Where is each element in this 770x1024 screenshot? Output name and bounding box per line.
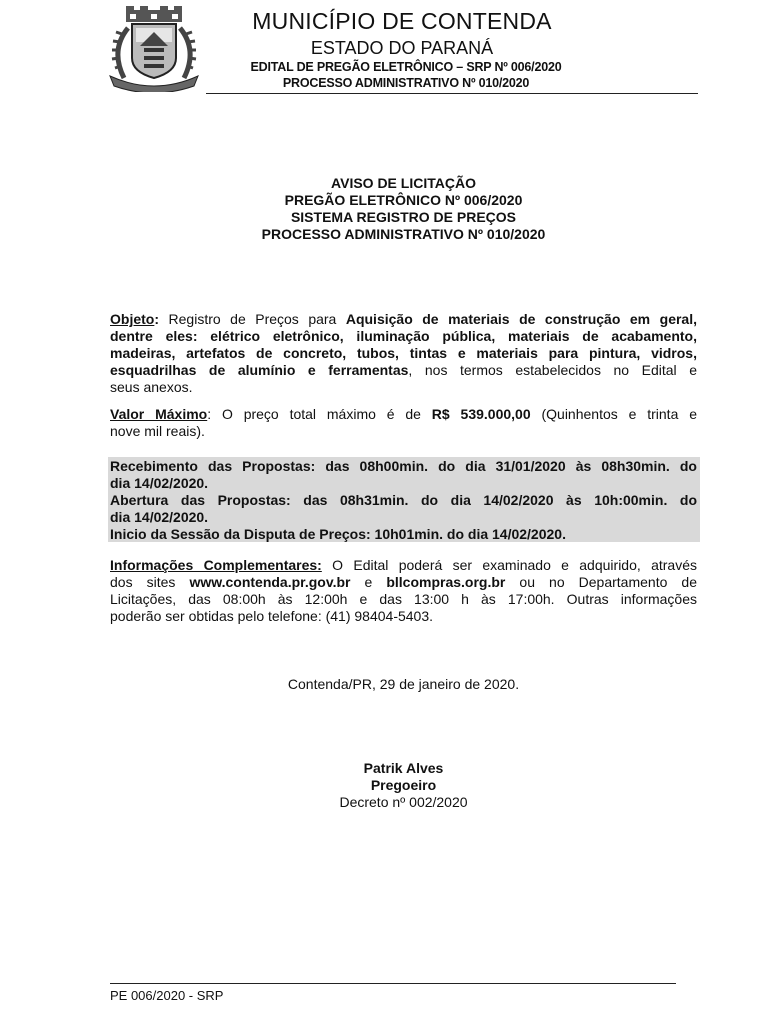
objeto-line: seus anexos. [110,379,193,395]
valor-amount: R$ 539.000,00 [431,406,531,422]
info-text: O Edital poderá ser examinado e adquirido, através [321,557,697,573]
signer-decree: Decreto nº 002/2020 [339,794,468,810]
objeto-bold-text: esquadrilhas de alumínio e ferramentas [110,362,409,378]
edital-reference: EDITAL DE PREGÃO ELETRÔNICO – SRP Nº 006/2020 [250,60,562,74]
info-line: Licitações, das 08:00h às 12:00h e das 13:00 h às 17:00h. Outras informações [110,591,697,607]
header-divider [206,93,698,94]
objeto-line: dentre eles: elétrico eletrônico, iluminação pública, materiais de acabamento, [110,328,697,344]
info-line: poderão ser obtidas pelo telefone: (41) 98404-5403. [110,608,434,624]
schedule-receipt: Recebimento das Propostas: das 08h00min. do dia 31/01/2020 às 08h30min. do [110,458,697,474]
signer-name: Patrik Alves [363,760,444,776]
schedule-opening-date: dia 14/02/2020. [110,509,209,525]
footer-reference: PE 006/2020 - SRP [110,988,224,1003]
notice-system: SISTEMA REGISTRO DE PREÇOS [290,209,517,225]
notice-heading [110,175,697,243]
valor-label: Valor Máximo [110,406,208,422]
notice-pregao: PREGÃO ELETRÔNICO Nº 006/2020 [284,192,523,208]
info-text: ou no Departamento de [505,574,697,590]
municipality-title: MUNICÍPIO DE CONTENDA [252,8,552,34]
objeto-colon: : [154,311,160,327]
footer-divider [110,983,676,984]
schedule-receipt-date: dia 14/02/2020. [110,475,209,491]
valor-paragraph [110,406,697,440]
objeto-paragraph [110,311,697,396]
state-subtitle: ESTADO DO PARANÁ [310,38,494,58]
schedule-session: Inicio da Sessão da Disputa de Preços: 10h01min. do dia 14/02/2020. [110,526,566,542]
place-date: Contenda/PR, 29 de janeiro de 2020. [287,676,520,692]
info-label: Informações Complementares: [110,557,322,573]
process-reference: PROCESSO ADMINISTRATIVO Nº 010/2020 [282,76,530,90]
notice-process: PROCESSO ADMINISTRATIVO Nº 010/2020 [261,226,546,242]
info-text: dos sites [110,574,190,590]
signer-role: Pregoeiro [370,777,437,793]
objeto-text: Registro de Preços para [159,311,346,327]
valor-text: (Quinhentos e trinta e [530,406,697,422]
objeto-text: , nos termos estabelecidos no Edital e [408,362,697,378]
municipal-coat-of-arms-icon [104,6,204,92]
signature-block [110,760,697,811]
schedule-opening: Abertura das Propostas: das 08h31min. do dia 14/02/2020 às 10h:00min. do [110,492,697,508]
info-paragraph [110,557,697,625]
schedule-paragraph [110,458,697,543]
objeto-label: Objeto [110,311,155,327]
notice-title: AVISO DE LICITAÇÃO [331,175,476,191]
objeto-bold-text: Aquisição de materiais de construção em geral, [345,311,697,327]
objeto-line: madeiras, artefatos de concreto, tubos, tintas e materiais para pintura, vidros, [110,345,697,361]
valor-line: nove mil reais). [110,423,205,439]
info-text: e [350,574,387,590]
website-link[interactable]: bllcompras.org.br [386,574,506,590]
website-link[interactable]: www.contenda.pr.gov.br [189,574,351,590]
valor-text: : O preço total máximo é de [207,406,432,422]
